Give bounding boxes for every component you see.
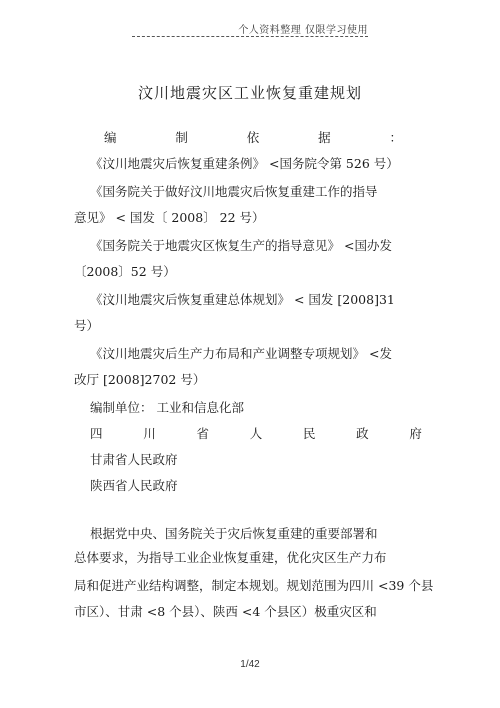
basis-item-3-line1: 《国务院关于地震灾区恢复生产的指导意见》 <国办发	[90, 238, 392, 253]
basis-item-2-line2: 意见》 < 国发〔 2008〕 22 号）	[74, 210, 265, 225]
basis-heading-char: 据	[318, 130, 331, 145]
basis-item-4-line1: 《汶川地震灾后恢复重建总体规划》 < 国发 [2008]31	[90, 292, 395, 307]
header-rule	[132, 36, 368, 37]
gansu-government: 甘肃省人民政府	[90, 452, 178, 467]
sichuan-char: 府	[409, 426, 422, 441]
page-number: 1/42	[240, 659, 260, 670]
basis-item-4-line2: 号）	[74, 318, 100, 333]
shaanxi-government: 陕西省人民政府	[90, 478, 178, 493]
body-paragraph-line3: 局和促进产业结构调整，制定本规划。规划范围为四川 <39 个县	[74, 578, 434, 593]
body-paragraph-line2: 总体要求，为指导工业企业恢复重建，优化灾区生产力布	[74, 550, 387, 565]
body-paragraph-line1: 根据党中央、国务院关于灾后恢复重建的重要部署和	[90, 526, 378, 541]
basis-item-2-line1: 《国务院关于做好汶川地震灾后恢复重建工作的指导	[90, 184, 378, 199]
compiling-unit: 编制单位： 工业和信息化部	[90, 400, 244, 415]
basis-heading-char: 编	[104, 130, 117, 145]
basis-item-1: 《汶川地震灾后恢复重建条例》 <国务院令第 526 号）	[90, 156, 399, 171]
document-title: 汶川地震灾区工业恢复重建规划	[137, 84, 362, 102]
sichuan-char: 政	[356, 426, 369, 441]
sichuan-char: 人	[249, 426, 263, 441]
basis-heading-char: ：	[389, 130, 402, 145]
basis-heading	[104, 130, 402, 146]
sichuan-char: 川	[143, 426, 156, 441]
sichuan-char: 民	[302, 426, 316, 441]
sichuan-government	[90, 426, 422, 442]
basis-heading-char: 制	[175, 130, 188, 145]
sichuan-char: 四	[90, 426, 103, 441]
basis-item-3-line2: 〔2008〕52 号）	[74, 264, 176, 279]
sichuan-char: 省	[196, 426, 209, 441]
basis-item-5-line2: 改厅 [2008]2702 号）	[74, 372, 206, 387]
basis-heading-char: 依	[246, 130, 260, 145]
basis-item-5-line1: 《汶川地震灾后生产力布局和产业调整专项规划》 <发	[90, 346, 392, 361]
header-note: 个人资料整理 仅限学习使用	[238, 25, 368, 36]
body-paragraph-line4: 市区）、甘肃 <8 个县）、陕西 <4 个县区）极重灾区和	[74, 604, 377, 619]
